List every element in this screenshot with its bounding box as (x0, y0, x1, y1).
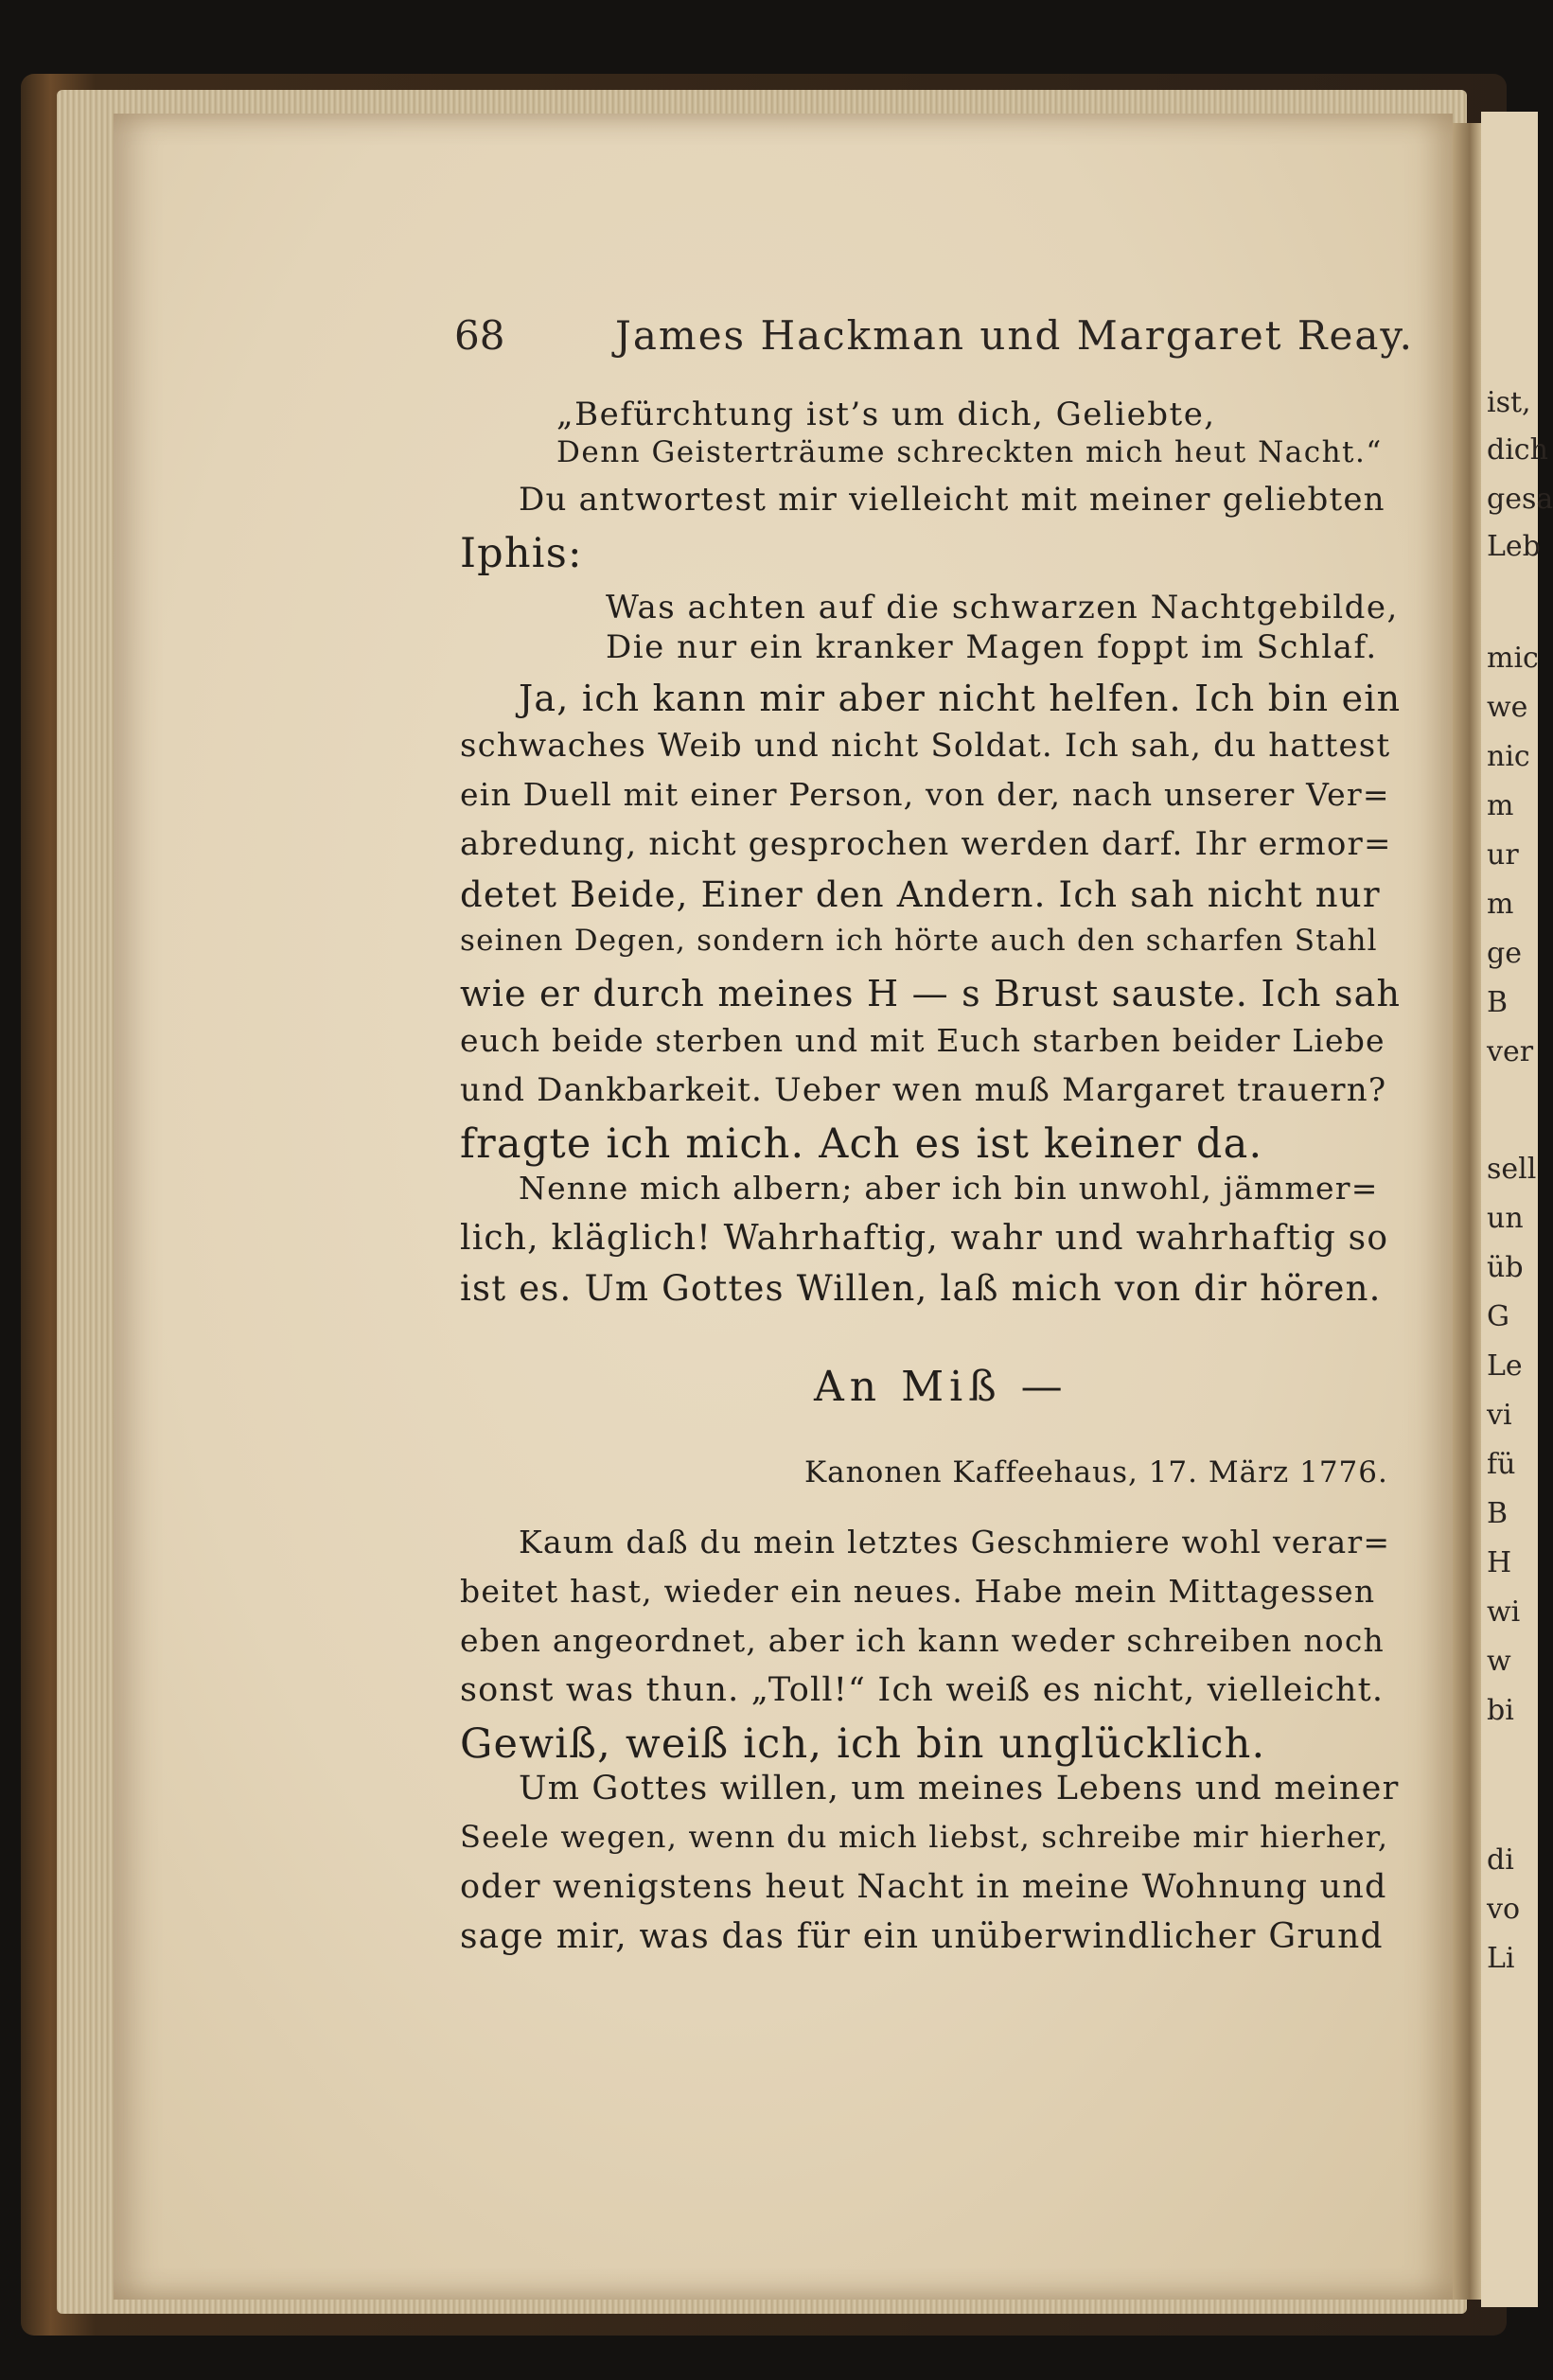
text-line: ein Duell mit einer Person, von der, nach unserer Ver= (460, 776, 1390, 813)
text-line: Seele wegen, wenn du mich liebst, schreibe mir hierher, (460, 1819, 1389, 1855)
next-page-text: un (1487, 1202, 1524, 1235)
text-line: ist es. Um Gottes Willen, laß mich von dir hören. (460, 1268, 1382, 1309)
text-line: fragte ich mich. Ach es ist keiner da. (460, 1120, 1263, 1168)
next-page-text: B (1487, 986, 1509, 1019)
next-page-text: ver (1487, 1035, 1534, 1068)
text-line: euch beide sterben und mit Euch starben beider Liebe (460, 1022, 1385, 1059)
text-line: beitet hast, wieder ein neues. Habe mein Mittagessen (460, 1573, 1376, 1610)
verse-line: Denn Geisterträume schreckten mich heut Nacht.“ (556, 435, 1383, 469)
text-line: Ja, ich kann mir aber nicht helfen. Ich bin ein (519, 678, 1402, 719)
text-line: Nenne mich albern; aber ich bin unwohl, jämmer= (519, 1170, 1379, 1207)
text-line: Gewiß, weiß ich, ich bin unglücklich. (460, 1720, 1266, 1768)
text-line: seinen Degen, sondern ich hörte auch den scharfen Stahl (460, 924, 1378, 958)
next-page-fragment (1481, 112, 1553, 2307)
dateline: Kanonen Kaffeehaus, 17. März 1776. (804, 1455, 1388, 1490)
next-page-text: nic (1487, 740, 1530, 773)
text-line: sage mir, was das für ein unüberwindlicher Grund (460, 1917, 1384, 1956)
text-line: lich, kläglich! Wahrhaftig, wahr und wahrhaftig so (460, 1219, 1389, 1258)
text-line: schwaches Weib und nicht Soldat. Ich sah, du hattest (460, 727, 1391, 765)
next-page-text: mic (1487, 642, 1539, 675)
next-page-text: Leb (1487, 530, 1541, 563)
text-line: Iphis: (460, 530, 583, 577)
next-page-text: w (1487, 1645, 1511, 1678)
text-line: Du antwortest mir vielleicht mit meiner geliebten (519, 481, 1385, 519)
next-page-text: Le (1487, 1349, 1523, 1383)
text-line: detet Beide, Einer den Andern. Ich sah nicht nur (460, 874, 1381, 915)
text-line: Kaum daß du mein letztes Geschmiere wohl verar= (519, 1524, 1391, 1560)
next-page-text: dich (1487, 433, 1548, 467)
next-page-text: ge (1487, 937, 1522, 970)
text-line: sonst was thun. „Toll!“ Ich weiß es nicht, vielleicht. (460, 1671, 1385, 1709)
text-line: wie er durch meines H — s Brust sauste. Ich sah (460, 973, 1402, 1014)
text-line: abredung, nicht gesprochen werden darf. Ihr ermor= (460, 825, 1392, 863)
next-page-text: vi (1487, 1399, 1512, 1432)
next-page-text: ist, (1487, 386, 1531, 419)
book-gutter (1453, 123, 1481, 2300)
verse-line: Die nur ein kranker Magen foppt im Schlaf. (606, 628, 1378, 666)
page-number: 68 (454, 312, 505, 359)
next-page-text: üb (1487, 1251, 1524, 1284)
verse-line: „Befürchtung ist’s um dich, Geliebte, (556, 396, 1216, 433)
next-page-text: vo (1487, 1893, 1521, 1926)
text-line: eben angeordnet, aber ich kann weder schreiben noch (460, 1622, 1385, 1659)
verse-line: Was achten auf die schwarzen Nachtgebilde, (606, 589, 1399, 626)
text-line: Um Gottes willen, um meines Lebens und meiner (519, 1770, 1400, 1807)
next-page-text: bi (1487, 1694, 1514, 1727)
next-page-text: gesa (1487, 483, 1553, 516)
next-page-text: H (1487, 1546, 1512, 1579)
next-page-text: G (1487, 1300, 1509, 1333)
letter-heading: An Miß — (814, 1363, 1068, 1411)
running-head: James Hackman und Margaret Reay. (615, 312, 1414, 359)
next-page-text: ur (1487, 838, 1519, 872)
next-page-text: we (1487, 691, 1528, 724)
next-page-text: fü (1487, 1448, 1516, 1481)
next-page-text: wi (1487, 1595, 1521, 1629)
text-line: und Dankbarkeit. Ueber wen muß Margaret trauern? (460, 1071, 1387, 1109)
next-page-text: B (1487, 1497, 1509, 1530)
next-page-text: Li (1487, 1942, 1515, 1975)
text-line: oder wenigstens heut Nacht in meine Wohnung und (460, 1868, 1387, 1906)
next-page-text: sell (1487, 1153, 1537, 1186)
next-page-text: m (1487, 888, 1514, 921)
next-page-text: di (1487, 1843, 1514, 1877)
next-page-text: m (1487, 789, 1514, 822)
